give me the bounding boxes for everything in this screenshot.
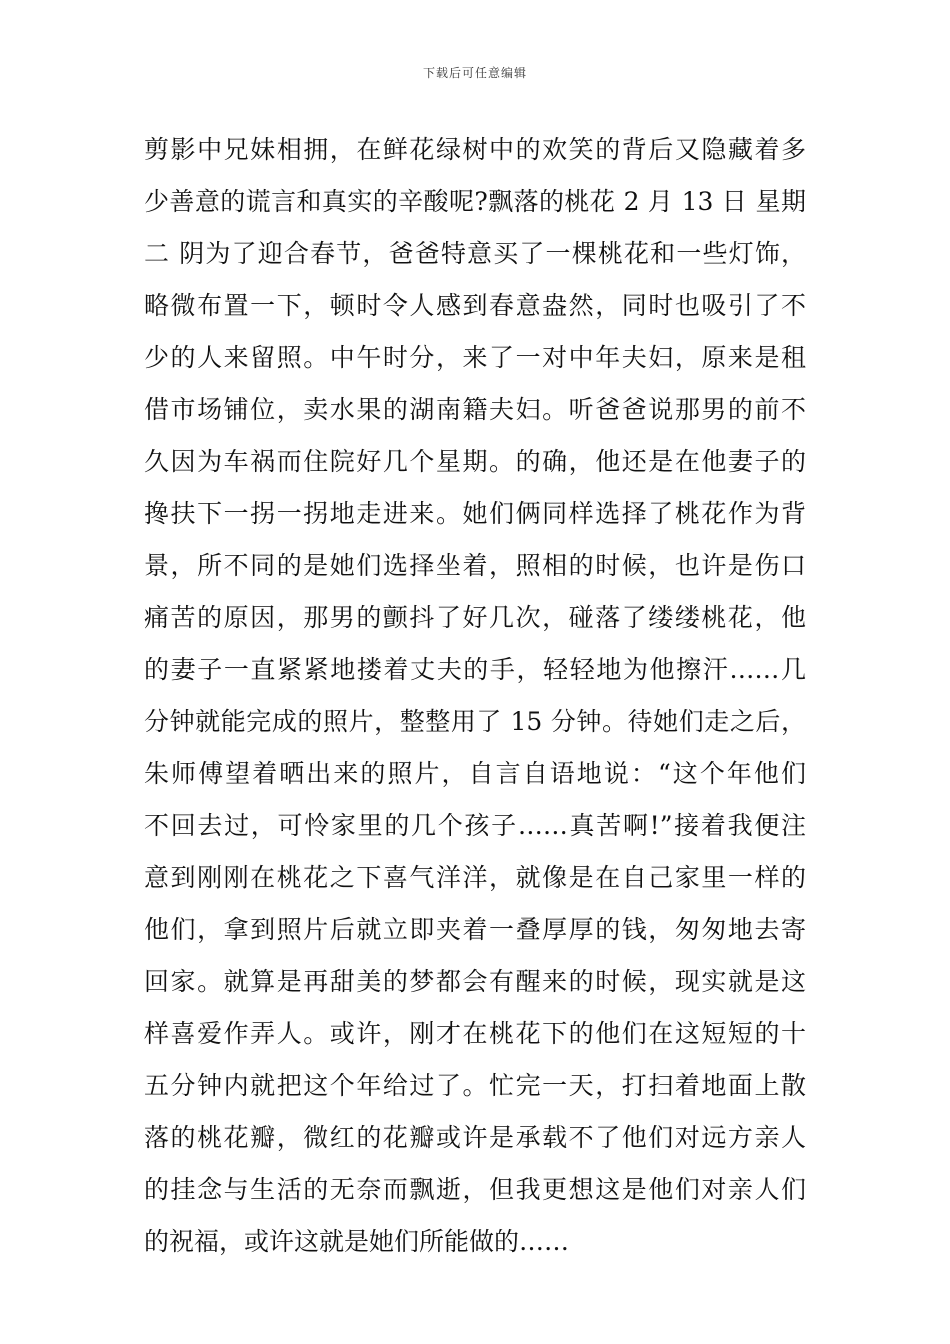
text-line: 不回去过，可怜家里的几个孩子……真苦啊!”接着我便注 — [144, 811, 806, 840]
header-note: 下载后可任意编辑 — [422, 66, 527, 80]
text-line: 景，所不同的是她们选择坐着，照相的时候，也许是伤口 — [144, 551, 806, 580]
text-line: 的挂念与生活的无奈而飘逝，但我更想这是他们对亲人们 — [144, 1175, 806, 1204]
text-line: 意到刚刚在桃花之下喜气洋洋，就像是在自己家里一样的 — [144, 863, 806, 892]
text-line: 二 阴为了迎合春节，爸爸特意买了一棵桃花和一些灯饰， — [144, 239, 806, 268]
text-line: 回家。就算是再甜美的梦都会有醒来的时候，现实就是这 — [144, 967, 806, 996]
text-line: 样喜爱作弄人。或许，刚才在桃花下的他们在这短短的十 — [144, 1019, 806, 1048]
text-line: 借市场铺位，卖水果的湖南籍夫妇。听爸爸说那男的前不 — [144, 395, 806, 424]
text-line: 少的人来留照。中午时分，来了一对中年夫妇，原来是租 — [144, 343, 806, 372]
text-line: 的妻子一直紧紧地搂着丈夫的手，轻轻地为他擦汗……几 — [144, 655, 806, 684]
text-line: 五分钟内就把这个年给过了。忙完一天，打扫着地面上散 — [144, 1071, 806, 1100]
text-line: 朱师傅望着晒出来的照片，自言自语地说：“这个年他们 — [144, 759, 806, 788]
text-line: 的祝福，或许这就是她们所能做的…… — [144, 1227, 570, 1256]
text-line: 剪影中兄妹相拥，在鲜花绿树中的欢笑的背后又隐藏着多 — [144, 135, 806, 164]
text-line: 他们，拿到照片后就立即夹着一叠厚厚的钱，匆匆地去寄 — [144, 915, 806, 944]
text-line: 分钟就能完成的照片，整整用了 15 分钟。待她们走之后， — [144, 707, 806, 736]
text-line: 少善意的谎言和真实的辛酸呢?飘落的桃花 2 月 13 日 星期 — [144, 187, 806, 216]
text-line: 久因为车祸而住院好几个星期。的确，他还是在他妻子的 — [144, 447, 806, 476]
text-line: 落的桃花瓣，微红的花瓣或许是承载不了他们对远方亲人 — [144, 1123, 806, 1152]
text-line: 搀扶下一拐一拐地走进来。她们俩同样选择了桃花作为背 — [144, 499, 806, 528]
body-text — [144, 124, 806, 1268]
text-line: 痛苦的原因，那男的颤抖了好几次，碰落了缕缕桃花，他 — [144, 603, 806, 632]
text-line: 略微布置一下，顿时令人感到春意盎然，同时也吸引了不 — [144, 291, 806, 320]
